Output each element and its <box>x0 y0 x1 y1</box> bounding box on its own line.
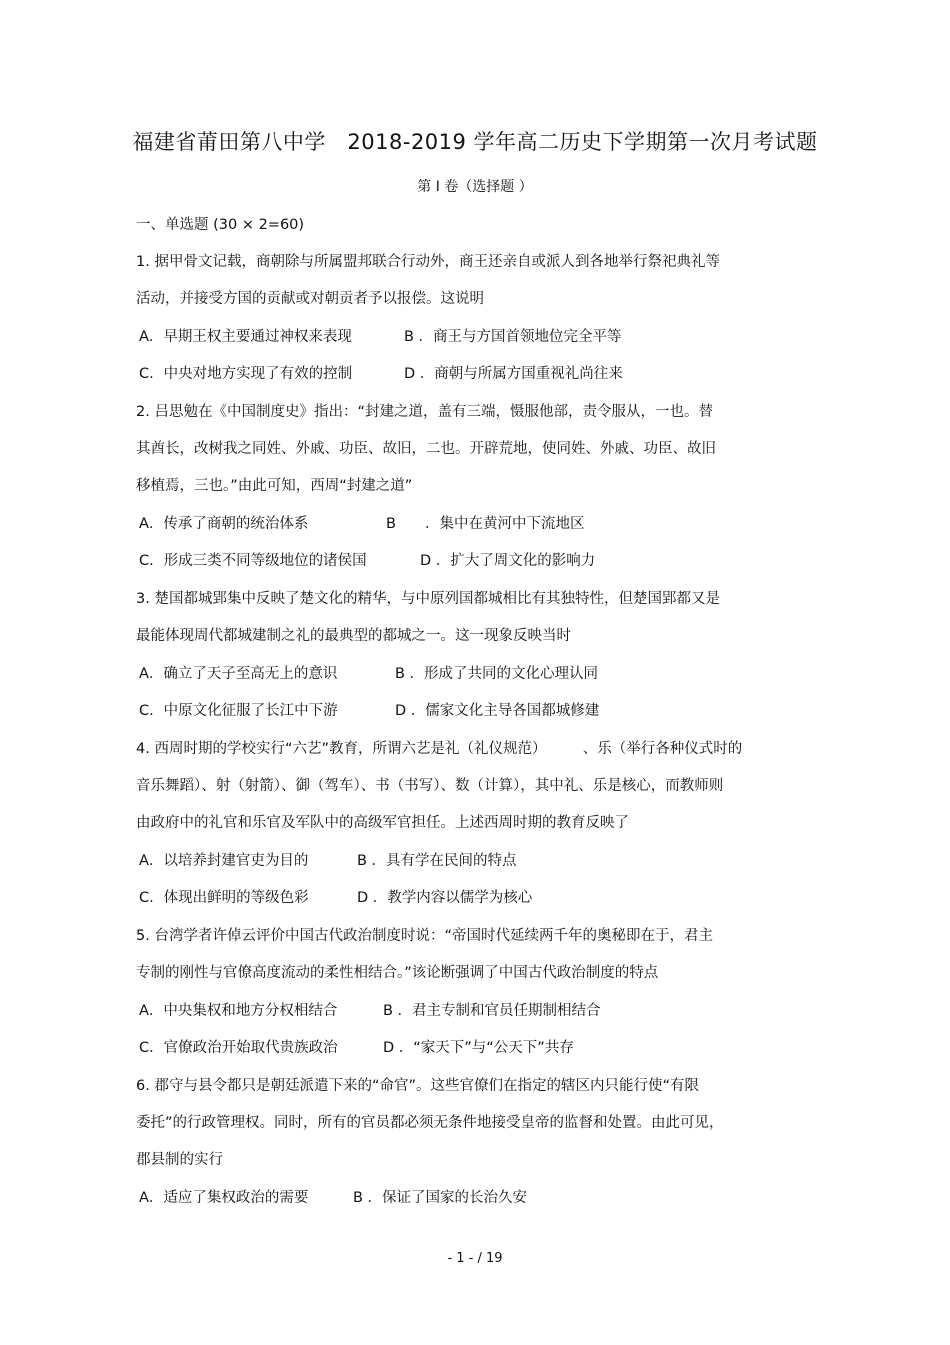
option-a[interactable]: A．以培养封建官吏为目的 <box>139 853 309 869</box>
option-b[interactable]: B ．保证了国家的长治久安 <box>353 1190 528 1206</box>
option-c[interactable]: C．中原文化征服了长江中下游 <box>139 703 338 719</box>
question-line: 音乐舞蹈）、射（射箭）、御（驾车）、书（书写）、数（计算），其中礼、乐是核心，而教师则 <box>136 778 724 794</box>
question-line: 委托”的行政管理权。同时，所有的官员都必须无条件地接受皇帝的监督和处置。由此可见， <box>136 1115 724 1131</box>
question-line: 1. 据甲骨文记载，商朝除与所属盟邦联合行动外，商王还亲自或派人到各地举行祭祀典礼等 <box>136 254 720 270</box>
option-a[interactable]: A．传承了商朝的统治体系 <box>139 516 309 532</box>
question-line: 3. 楚国都城郢集中反映了楚文化的精华，与中原列国都城相比有其独特性，但楚国郢都又是 <box>136 591 720 607</box>
option-d[interactable]: D ．教学内容以儒学为核心 <box>357 890 533 906</box>
option-d[interactable]: D ．扩大了周文化的影响力 <box>420 553 596 569</box>
option-c[interactable]: C．中央对地方实现了有效的控制 <box>139 366 353 382</box>
option-a[interactable]: A．适应了集权政治的需要 <box>139 1190 309 1206</box>
option-a[interactable]: A．早期王权主要通过神权来表现 <box>139 329 352 345</box>
question-line: 最能体现周代都城建制之礼的最典型的都城之一。这一现象反映当时 <box>136 628 571 644</box>
option-d[interactable]: D ．儒家文化主导各国都城修建 <box>395 703 600 719</box>
option-b[interactable]: B ．君主专制和官员任期制相结合 <box>383 1003 601 1019</box>
option-d[interactable]: D ．“家天下”与“公天下”共存 <box>383 1040 574 1056</box>
option-d[interactable]: D ．商朝与所属方国重视礼尚往来 <box>404 366 623 382</box>
question-line: 2. 吕思勉在《中国制度史》指出：“封建之道，盖有三端，慑服他部，责令服从，一也。替 <box>136 404 713 420</box>
question-line: 其酋长，改树我之同姓、外戚、功臣、故旧，二也。开辟荒地，使同姓、外戚、功臣、故旧 <box>136 441 716 457</box>
option-b[interactable]: B ．集中在黄河中下流地区 <box>386 516 585 532</box>
option-c[interactable]: C．形成三类不同等级地位的诸侯国 <box>139 553 367 569</box>
part-heading: 一、单选题 (30 × 2=60) <box>136 217 305 233</box>
question-line: 活动，并接受方国的贡献或对朝贡者予以报偿。这说明 <box>136 291 484 307</box>
page-number: - 1 - / 19 <box>447 1251 503 1266</box>
question-line: 专制的刚性与官僚高度流动的柔性相结合。”该论断强调了中国古代政治制度的特点 <box>136 965 659 981</box>
option-a[interactable]: A．中央集权和地方分权相结合 <box>139 1003 338 1019</box>
question-line: 6. 郡守与县令都只是朝廷派遣下来的“命官”。这些官僚们在指定的辖区内只能行使“有限 <box>136 1078 699 1094</box>
option-c[interactable]: C．体现出鲜明的等级色彩 <box>139 890 309 906</box>
page-title: 福建省莆田第八中学 2018-2019 学年高二历史下学期第一次月考试题 <box>132 130 818 154</box>
option-c[interactable]: C．官僚政治开始取代贵族政治 <box>139 1040 338 1056</box>
option-a[interactable]: A．确立了天子至高无上的意识 <box>139 666 338 682</box>
question-line: 移植焉，三也。”由此可知，西周“封建之道” <box>136 478 413 494</box>
section-title: 第 I 卷（选择题 ） <box>417 179 533 195</box>
question-line: 郡县制的实行 <box>136 1152 223 1168</box>
question-line: 5. 台湾学者许倬云评价中国古代政治制度时说：“帝国时代延续两千年的奥秘即在于，君主 <box>136 928 713 944</box>
question-line: 由政府中的礼官和乐官及军队中的高级军官担任。上述西周时期的教育反映了 <box>136 815 629 831</box>
option-b[interactable]: B ．形成了共同的文化心理认同 <box>395 666 599 682</box>
question-line: 4. 西周时期的学校实行“六艺”教育，所谓六艺是礼（礼仪规范） 、乐（举行各种仪式时的 <box>136 741 743 757</box>
option-b[interactable]: B ．商王与方国首领地位完全平等 <box>404 329 622 345</box>
option-b[interactable]: B ．具有学在民间的特点 <box>357 853 517 869</box>
